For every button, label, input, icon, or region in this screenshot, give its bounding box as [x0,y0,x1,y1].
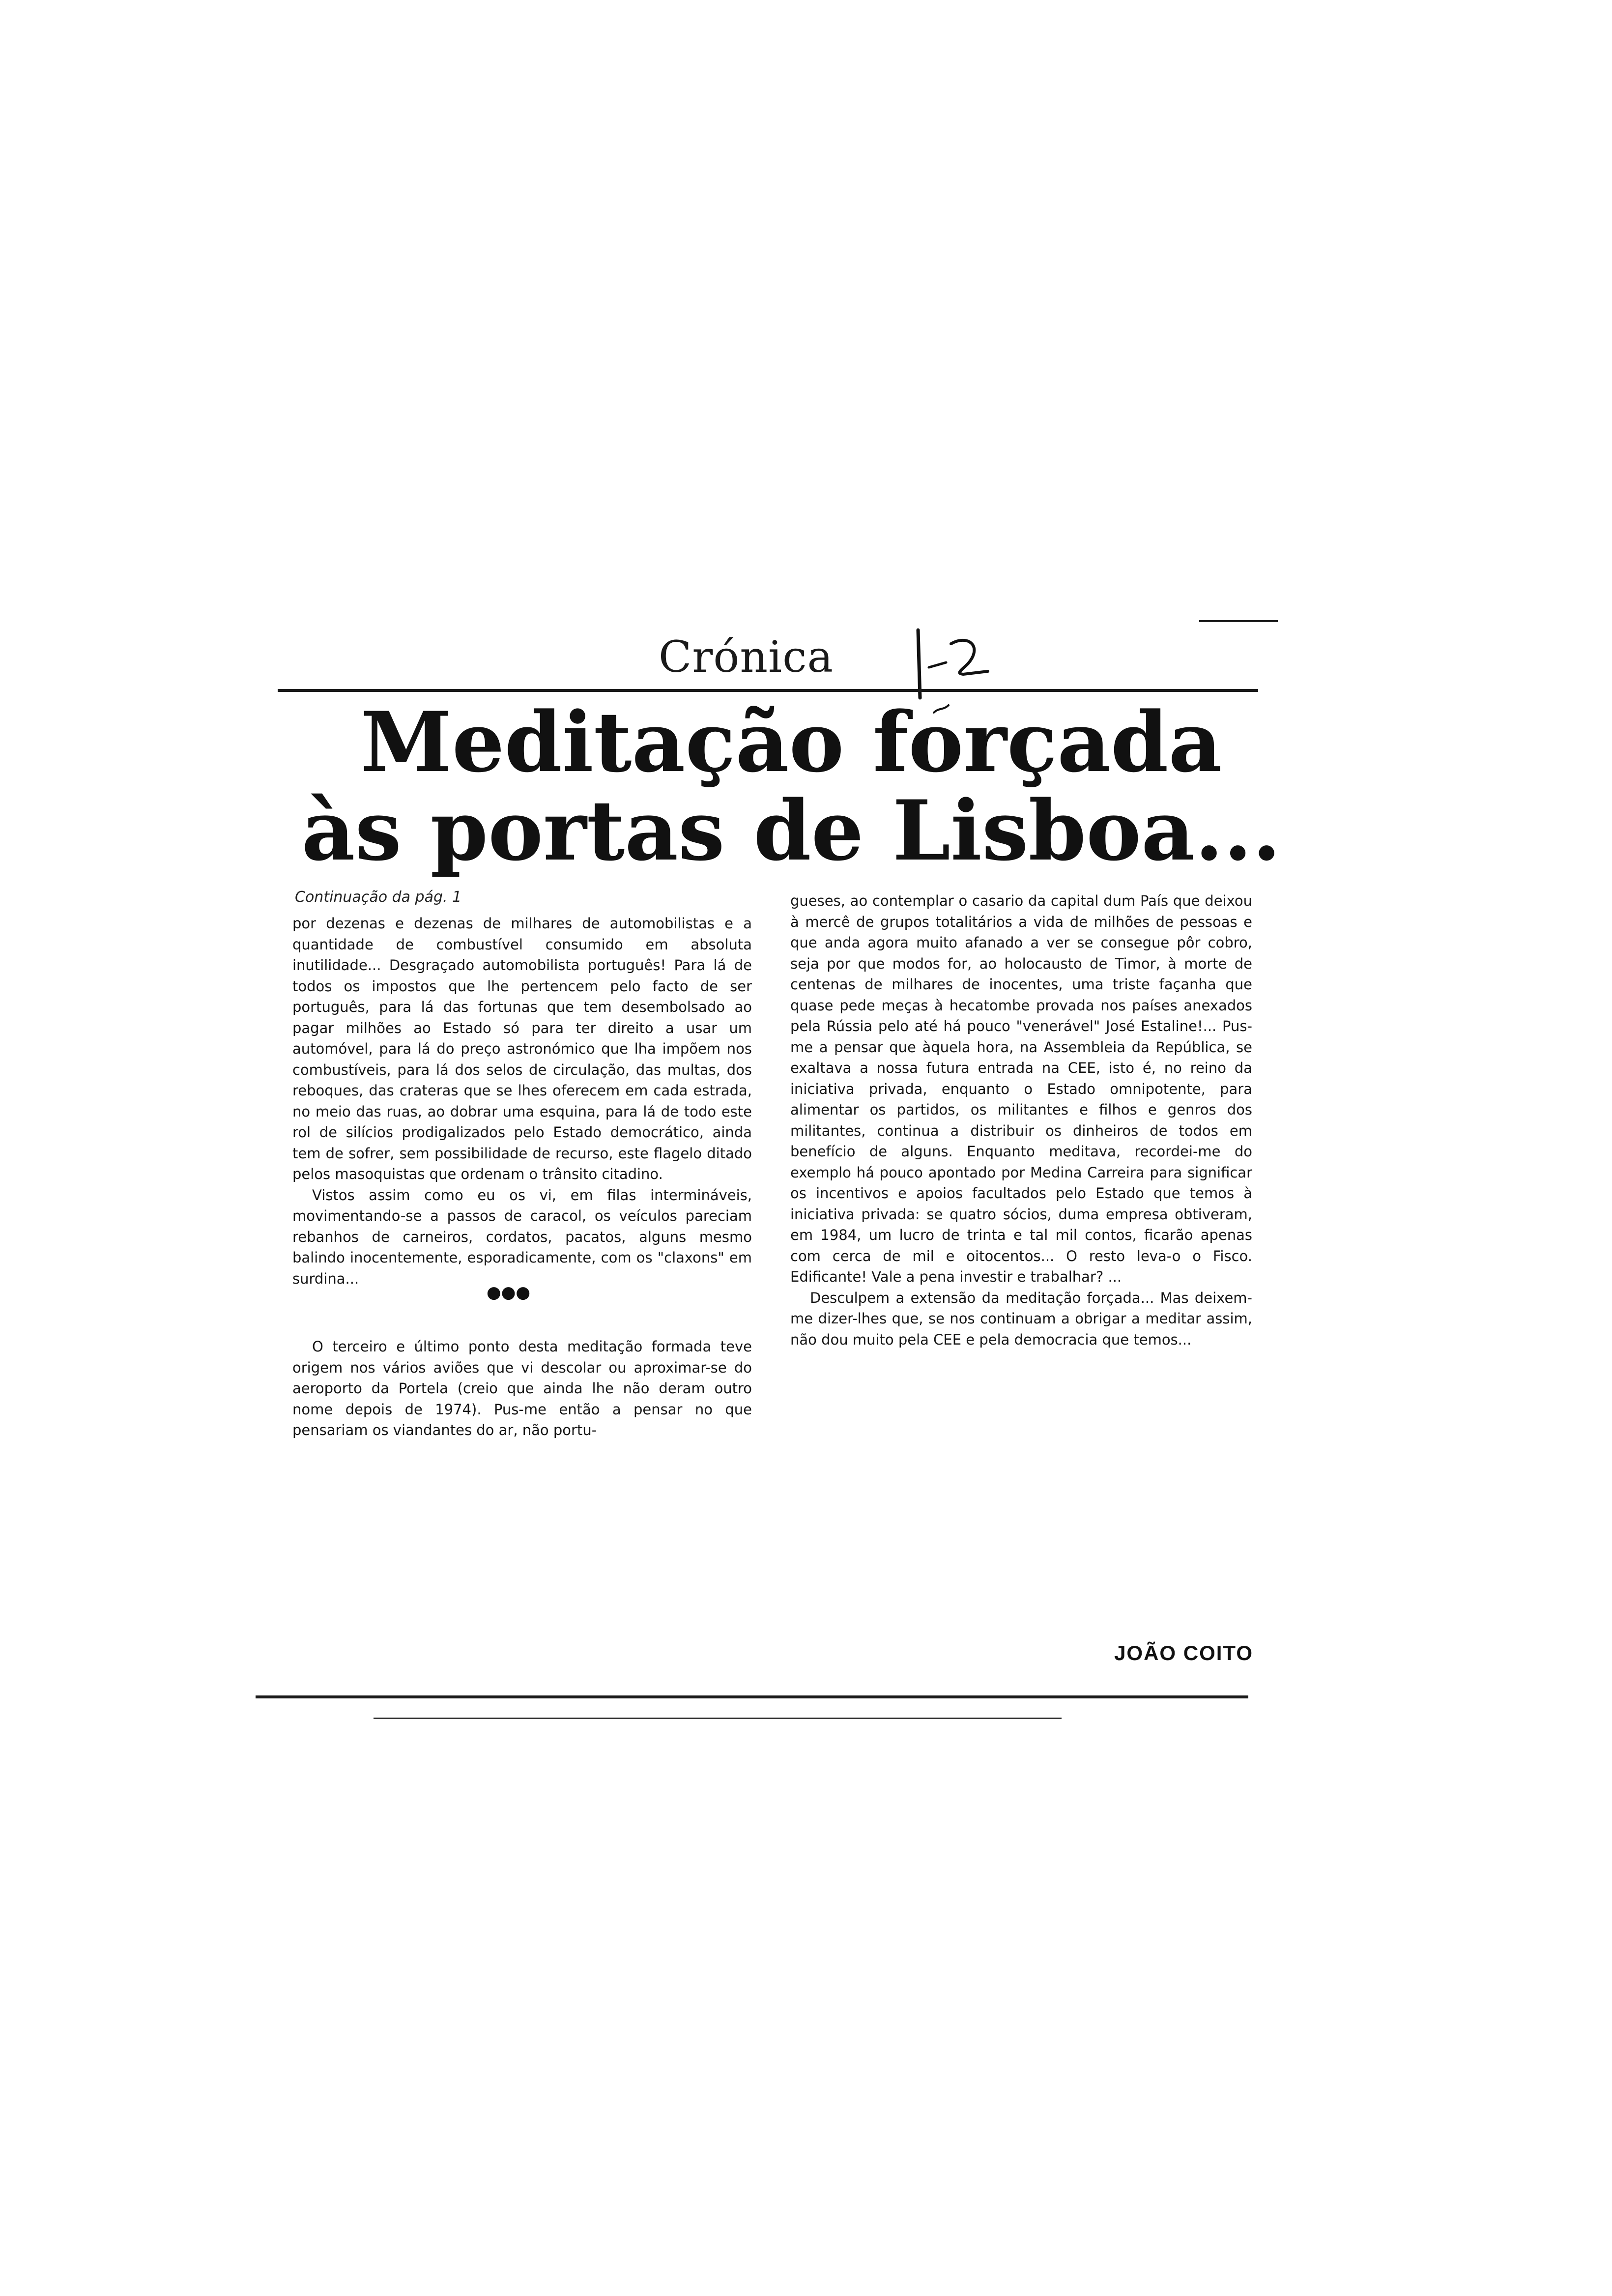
continuation-note: Continuação da pág. 1 [295,889,462,906]
section-ornament: ●●● [487,1283,531,1302]
headline-line-1: Meditação forçada [360,693,1222,791]
author-signature: JOÃO COITO [1114,1641,1253,1665]
left-paragraph-3: O terceiro e último ponto desta meditação formada teve origem nos vários aviões que vi descolar ou aproximar-se do aeroporto da Portela (creio que ainda lhe não deram outro nome depois de 1974). Pus-me então a pensar no que pensariam os viandantes do ar, não portu- [292,1338,752,1438]
headline-line-2: às portas de Lisboa... [301,782,1281,879]
left-column [292,913,752,1441]
right-paragraph-1: gueses, ao contemplar o casario da capital dum País que deixou à mercê de grupos totalitários a vida de milhões de pessoas e que anda agora muito afanado a ver se consegue pôr cobro, seja por que modos for, ao holocausto de Timor, à morte de centenas de milhares de inocentes, uma triste façanha que quase pede meças à hecatombe provada nos países anexados pela Rússia pelo até há pouco "venerável" José Estaline!... Pus-me a pensar que àquela hora, na Assembleia da República, se exaltava a nossa futura entrada na CEE, isto é, no reino da iniciativa privada, enquanto o Estado omnipotente, para alimentar os partidos, os militantes e filhos e genros dos militantes, continua a distribuir os dinheiros de todos em benefício de alguns. Enquanto meditava, recordei-me do exemplo há pouco apontado por Medina Carreira para significar os incentivos e apoios facultados pelo Estado que temos à iniciativa privada: se quatro sócios, duma empresa obtiveram, em 1984, um lucro de trinta e tal mil contos, ficarão apenas com cerca de mil e oitocentos... O resto leva-o o Fisco. Edificante! Vale a pena investir e trabalhar? ... [790,892,1252,1285]
section-label: Crónica [659,631,834,682]
left-paragraph-1: por dezenas e dezenas de milhares de automobilistas e a quantidade de combustível consumido em absoluta inutilidade... Desgraçado automobilista português! Para lá de todos os impostos que lhe pertencem pelo facto de ser português, para lá das fortunas que tem desembolsado ao pagar milhões ao Estado só para ter direito a usar um automóvel, para lá do preço astronómico que lha impõem nos combustíveis, para lá dos selos de circulação, das multas, dos reboques, das crateras que se lhes oferecem em cada estrada, no meio das ruas, ao dobrar uma esquina, para lá de todo este rol de silícios prodigalizados pelo Estado democrático, ainda tem de sofrer, sem possibilidade de recurso, este flagelo ditado pelos masoquistas que ordenam o trânsito citadino. [292,915,752,1182]
left-paragraph-2: Vistos assim como eu os vi, em filas intermináveis, movimentando-se a passos de caracol, os veículos pareciam rebanhos de carneiros, cordatos, pacatos, alguns mesmo balindo inocentemente, esporadicamente, com os "claxons" em surdina... [292,1186,752,1287]
right-column [790,890,1252,1350]
headline [275,693,1307,879]
top-rule [1199,620,1278,622]
bottom-rule-thin [374,1718,1062,1719]
bottom-rule [256,1695,1248,1698]
masthead-rule [278,689,1258,692]
right-paragraph-2: Desculpem a extensão da meditação forçada... Mas deixem-me dizer-lhes que, se nos continuam a obrigar a meditar assim, não dou muito pela CEE e pela democracia que temos... [790,1289,1252,1348]
